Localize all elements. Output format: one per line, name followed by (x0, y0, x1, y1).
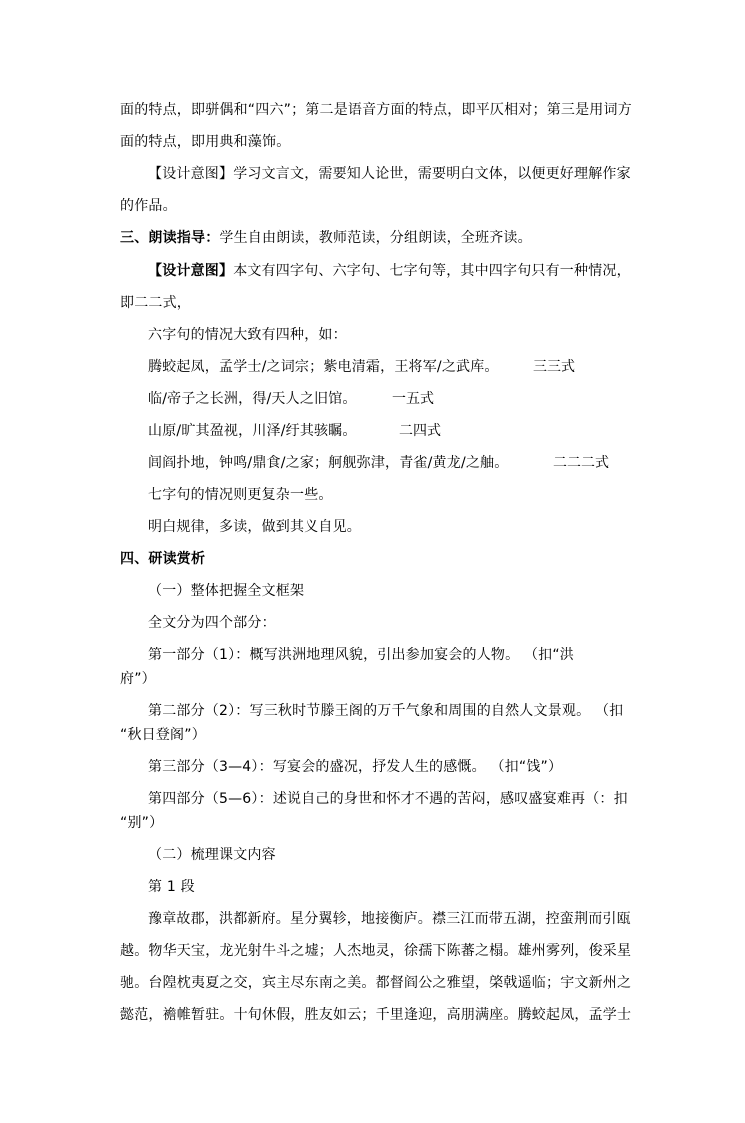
subsection-heading: （二）梳理课文内容 (148, 847, 276, 863)
example-sentence: 临/帝子之长洲，得/天人之旧馆。 (148, 391, 357, 407)
part-description: 第二部分（2）：写三秋时节滕王阁的万千气象和周围的自然人文景观。 （扣 (148, 703, 624, 719)
design-intent-label: 【设计意图】 (148, 263, 234, 279)
text-line: 面的特点，即用典和藻饰。 (120, 134, 291, 150)
sentence-pattern-tag: 三三式 (533, 359, 575, 375)
text-line: 七字句的情况则更复杂一些。 (148, 487, 333, 503)
classical-text-line: 懿范，襜帷暂驻。十旬休假，胜友如云；千里逢迎，高朋满座。腾蛟起凤，孟学士 (120, 1007, 632, 1023)
classical-text-line: 豫章故郡，洪都新府。星分翼轸，地接衡庐。襟三江而带五湖，控蛮荆而引瓯 (148, 911, 631, 927)
example-sentence: 腾蛟起凤，孟学士/之词宗；紫电清霜，王将军/之武库。 (148, 359, 499, 375)
text-line: 面的特点，即骈偶和“四六”；第二是语音方面的特点，即平仄相对；第三是用词方 (120, 102, 632, 118)
subsection-heading: （一）整体把握全文框架 (148, 583, 305, 599)
sentence-pattern-tag: 二四式 (399, 423, 441, 439)
section-heading-study: 四、研读赏析 (120, 551, 206, 567)
text-line: 府”） (120, 671, 156, 687)
classical-text-line: 驰。台隍枕夷夏之交，宾主尽东南之美。都督阎公之雅望，棨戟遥临；宇文新州之 (120, 975, 632, 991)
text-line: 明白规律，多读，做到其义自见。 (148, 519, 361, 535)
text-line: “秋日登阁”） (120, 727, 206, 743)
section-heading-text: 学生自由朗读，教师范读，分组朗读，全班齐读。 (219, 230, 532, 246)
part-description: 第三部分（3—4）：写宴会的盛况，抒发人生的感慨。 （扣“饯”） (148, 759, 563, 775)
text-line: 六字句的情况大致有四种，如： (148, 327, 347, 343)
example-sentence: 山原/旷其盈视，川泽/纡其骇瞩。 (148, 423, 357, 439)
text-line: 全文分为四个部分： (148, 615, 276, 631)
part-description: 第四部分（5—6）：述说自己的身世和怀才不遇的苦闷，感叹盛宴难再（：扣 (148, 791, 628, 807)
text-line: 即二二式， (120, 295, 191, 311)
section-heading-reading-guide (120, 228, 532, 248)
sentence-pattern-tag: 二二二式 (553, 455, 609, 471)
paragraph-label: 第 1 段 (148, 879, 195, 895)
part-description: 第一部分（1）：概写洪洲地理风貌，引出参加宴会的人物。 （扣“洪 (148, 647, 575, 663)
classical-text-line: 越。物华天宝，龙光射牛斗之墟；人杰地灵，徐孺下陈蕃之榻。雄州雾列，俊采星 (120, 943, 632, 959)
text-line: “别”） (120, 815, 164, 831)
section-heading-label: 三、朗读指导： (120, 230, 220, 246)
design-intent-paragraph (148, 261, 631, 281)
example-sentence: 闾阎扑地，钟鸣/鼎食/之家；舸舰弥津，青雀/黄龙/之舳。 (148, 455, 509, 471)
design-intent-paragraph: 【设计意图】学习文言文，需要知人论世，需要明白文体，以便更好理解作家 (148, 166, 631, 182)
design-intent-text: 本文有四字句、六字句、七字句等，其中四字句只有一种情况， (233, 263, 631, 279)
text-line: 的作品。 (120, 198, 177, 214)
sentence-pattern-tag: 一五式 (392, 391, 434, 407)
